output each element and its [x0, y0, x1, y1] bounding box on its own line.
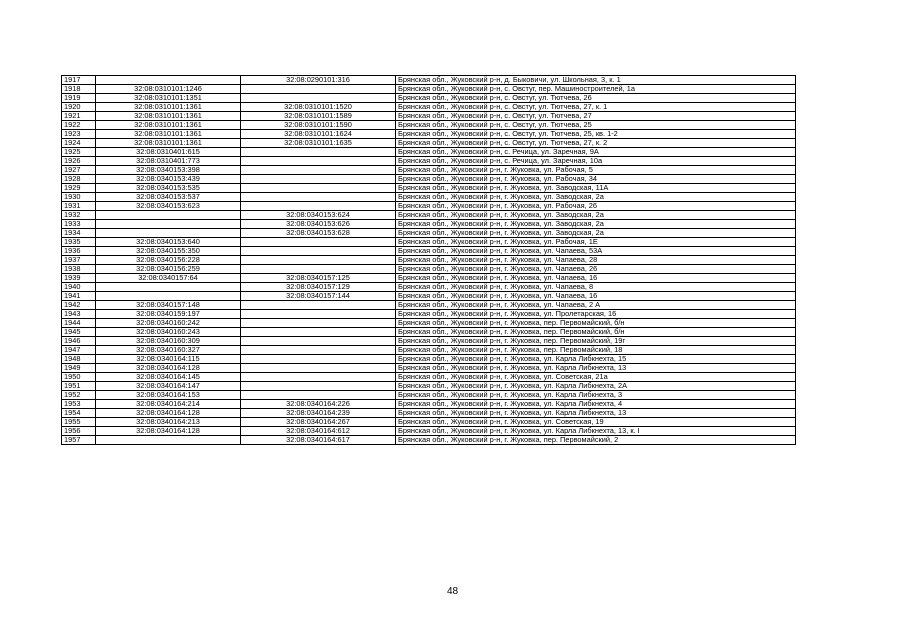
building-cadastral-number-cell: 32:08:0340157:129 [241, 283, 396, 292]
building-cadastral-number-cell [241, 175, 396, 184]
row-number-cell: 1920 [62, 103, 96, 112]
building-cadastral-number-cell [241, 355, 396, 364]
cadastral-number-cell [96, 436, 241, 445]
row-number-cell: 1937 [62, 256, 96, 265]
table-row [62, 193, 796, 202]
address-cell: Брянская обл., Жуковский р-н, г. Жуковка, ул. Заводская, 2а [396, 229, 796, 238]
address-cell: Брянская обл., Жуковский р-н, г. Жуковка, ул. Заводская, 2а [396, 211, 796, 220]
building-cadastral-number-cell: 32:08:0340164:267 [241, 418, 396, 427]
address-cell: Брянская обл., Жуковский р-н, г. Жуковка, ул. Чапаева, 28 [396, 256, 796, 265]
building-cadastral-number-cell [241, 301, 396, 310]
cadastral-number-cell: 32:08:0340164:213 [96, 418, 241, 427]
table-row [62, 184, 796, 193]
table-row [62, 328, 796, 337]
cadastral-number-cell: 32:08:0340164:128 [96, 364, 241, 373]
address-cell: Брянская обл., Жуковский р-н, с. Овстуг, ул. Тютчева, 25 [396, 121, 796, 130]
row-number-cell: 1940 [62, 283, 96, 292]
row-number-cell: 1950 [62, 373, 96, 382]
building-cadastral-number-cell [241, 337, 396, 346]
building-cadastral-number-cell: 32:08:0340153:624 [241, 211, 396, 220]
building-cadastral-number-cell [241, 256, 396, 265]
address-cell: Брянская обл., Жуковский р-н, с. Речица, ул. Заречная, 9А [396, 148, 796, 157]
table-row [62, 256, 796, 265]
row-number-cell: 1931 [62, 202, 96, 211]
row-number-cell: 1936 [62, 247, 96, 256]
cadastral-number-cell: 32:08:0340153:439 [96, 175, 241, 184]
address-cell: Брянская обл., Жуковский р-н, г. Жуковка, ул. Карла Либкнехта, 13 [396, 364, 796, 373]
address-cell: Брянская обл., Жуковский р-н, г. Жуковка, ул. Карла Либкнехта, 15 [396, 355, 796, 364]
cadastral-number-cell: 32:08:0340160:309 [96, 337, 241, 346]
row-number-cell: 1955 [62, 418, 96, 427]
address-cell: Брянская обл., Жуковский р-н, г. Жуковка, пер. Первомайский, 19г [396, 337, 796, 346]
table-row [62, 166, 796, 175]
cadastral-number-cell [96, 211, 241, 220]
address-cell: Брянская обл., Жуковский р-н, г. Жуковка, пер. Первомайский, б/н [396, 319, 796, 328]
cadastral-number-cell: 32:08:0340153:535 [96, 184, 241, 193]
row-number-cell: 1921 [62, 112, 96, 121]
row-number-cell: 1919 [62, 94, 96, 103]
cadastral-number-cell [96, 283, 241, 292]
cadastral-number-cell: 32:08:0340157:148 [96, 301, 241, 310]
row-number-cell: 1953 [62, 400, 96, 409]
building-cadastral-number-cell: 32:08:0340164:239 [241, 409, 396, 418]
building-cadastral-number-cell: 32:08:0310101:1589 [241, 112, 396, 121]
building-cadastral-number-cell [241, 328, 396, 337]
row-number-cell: 1956 [62, 427, 96, 436]
table-row [62, 130, 796, 139]
cadastral-number-cell: 32:08:0340159:197 [96, 310, 241, 319]
building-cadastral-number-cell: 32:08:0340164:617 [241, 436, 396, 445]
table-row [62, 382, 796, 391]
cadastral-number-cell: 32:08:0310401:773 [96, 157, 241, 166]
cadastral-number-cell [96, 220, 241, 229]
cadastral-number-cell: 32:08:0310101:1361 [96, 121, 241, 130]
row-number-cell: 1949 [62, 364, 96, 373]
building-cadastral-number-cell [241, 382, 396, 391]
table-row [62, 94, 796, 103]
address-cell: Брянская обл., Жуковский р-н, с. Речица, ул. Заречная, 10а [396, 157, 796, 166]
row-number-cell: 1954 [62, 409, 96, 418]
row-number-cell: 1925 [62, 148, 96, 157]
cadastral-number-cell: 32:08:0340164:153 [96, 391, 241, 400]
row-number-cell: 1929 [62, 184, 96, 193]
building-cadastral-number-cell [241, 238, 396, 247]
cadastral-number-cell: 32:08:0340164:145 [96, 373, 241, 382]
row-number-cell: 1928 [62, 175, 96, 184]
cadastral-number-cell: 32:08:0340153:623 [96, 202, 241, 211]
table-row [62, 76, 796, 85]
address-cell: Брянская обл., Жуковский р-н, г. Жуковка, ул. Рабочая, 1Е [396, 238, 796, 247]
cadastral-number-cell: 32:08:0340153:537 [96, 193, 241, 202]
row-number-cell: 1941 [62, 292, 96, 301]
building-cadastral-number-cell [241, 319, 396, 328]
address-cell: Брянская обл., Жуковский р-н, г. Жуковка, пер. Первомайский, 2 [396, 436, 796, 445]
cadastral-number-cell: 32:08:0340160:243 [96, 328, 241, 337]
address-cell: Брянская обл., Жуковский р-н, г. Жуковка, ул. Карла Либкнехта, 3 [396, 391, 796, 400]
address-cell: Брянская обл., Жуковский р-н, г. Жуковка, ул. Рабочая, 34 [396, 175, 796, 184]
table-row [62, 112, 796, 121]
address-cell: Брянская обл., Жуковский р-н, с. Овстуг, ул. Тютчева, 27, к. 2 [396, 139, 796, 148]
building-cadastral-number-cell [241, 94, 396, 103]
row-number-cell: 1923 [62, 130, 96, 139]
address-cell: Брянская обл., Жуковский р-н, г. Жуковка, ул. Карла Либкнехта, 13 [396, 409, 796, 418]
address-cell: Брянская обл., Жуковский р-н, д. Быковичи, ул. Школьная, 3, к. 1 [396, 76, 796, 85]
address-cell: Брянская обл., Жуковский р-н, г. Жуковка, ул. Заводская, 2а [396, 220, 796, 229]
row-number-cell: 1957 [62, 436, 96, 445]
address-cell: Брянская обл., Жуковский р-н, г. Жуковка, ул. Советская, 21а [396, 373, 796, 382]
cadastral-number-cell: 32:08:0340164:115 [96, 355, 241, 364]
building-cadastral-number-cell: 32:08:0340153:628 [241, 229, 396, 238]
address-cell: Брянская обл., Жуковский р-н, г. Жуковка, ул. Чапаева, 16 [396, 274, 796, 283]
address-cell: Брянская обл., Жуковский р-н, г. Жуковка, ул. Чапаева, 26 [396, 265, 796, 274]
row-number-cell: 1930 [62, 193, 96, 202]
building-cadastral-number-cell [241, 148, 396, 157]
row-number-cell: 1938 [62, 265, 96, 274]
address-cell: Брянская обл., Жуковский р-н, с. Овстуг, ул. Тютчева, 27, к. 1 [396, 103, 796, 112]
cadastral-number-cell: 32:08:0340164:214 [96, 400, 241, 409]
table-row [62, 373, 796, 382]
building-cadastral-number-cell: 32:08:0310101:1590 [241, 121, 396, 130]
address-cell: Брянская обл., Жуковский р-н, с. Овстуг, пер. Машиностроителей, 1а [396, 85, 796, 94]
cadastral-number-cell: 32:08:0340160:327 [96, 346, 241, 355]
address-cell: Брянская обл., Жуковский р-н, г. Жуковка, ул. Карла Либкнехта, 13, к. I [396, 427, 796, 436]
table-row [62, 427, 796, 436]
table-row [62, 121, 796, 130]
address-cell: Брянская обл., Жуковский р-н, г. Жуковка, ул. Заводская, 11А [396, 184, 796, 193]
table-row [62, 85, 796, 94]
address-cell: Брянская обл., Жуковский р-н, с. Овстуг, ул. Тютчева, 27 [396, 112, 796, 121]
row-number-cell: 1945 [62, 328, 96, 337]
cadastral-number-cell: 32:08:0310101:1361 [96, 130, 241, 139]
table-row [62, 364, 796, 373]
cadastral-number-cell [96, 229, 241, 238]
building-cadastral-number-cell [241, 157, 396, 166]
row-number-cell: 1924 [62, 139, 96, 148]
cadastral-number-cell: 32:08:0310101:1361 [96, 112, 241, 121]
table-row [62, 103, 796, 112]
cadastral-number-cell: 32:08:0310101:1361 [96, 103, 241, 112]
table-row [62, 247, 796, 256]
row-number-cell: 1948 [62, 355, 96, 364]
row-number-cell: 1942 [62, 301, 96, 310]
building-cadastral-number-cell: 32:08:0310101:1520 [241, 103, 396, 112]
address-cell: Брянская обл., Жуковский р-н, г. Жуковка, ул. Чапаева, 8 [396, 283, 796, 292]
building-cadastral-number-cell [241, 310, 396, 319]
table-row [62, 229, 796, 238]
row-number-cell: 1932 [62, 211, 96, 220]
building-cadastral-number-cell [241, 265, 396, 274]
table-row [62, 292, 796, 301]
table-row [62, 274, 796, 283]
table-row [62, 310, 796, 319]
row-number-cell: 1926 [62, 157, 96, 166]
cadastral-number-cell: 32:08:0340160:242 [96, 319, 241, 328]
table-row [62, 148, 796, 157]
row-number-cell: 1944 [62, 319, 96, 328]
cadastral-number-cell: 32:08:0310101:1246 [96, 85, 241, 94]
building-cadastral-number-cell [241, 166, 396, 175]
cadastral-number-cell: 32:08:0340153:398 [96, 166, 241, 175]
address-cell: Брянская обл., Жуковский р-н, г. Жуковка, ул. Советская, 19 [396, 418, 796, 427]
page-number: 48 [446, 586, 459, 597]
address-cell: Брянская обл., Жуковский р-н, г. Жуковка, ул. Заводская, 2а [396, 193, 796, 202]
building-cadastral-number-cell [241, 202, 396, 211]
building-cadastral-number-cell: 32:08:0340157:125 [241, 274, 396, 283]
cadastral-number-cell: 32:08:0340164:128 [96, 409, 241, 418]
cadastral-number-cell: 32:08:0340156:259 [96, 265, 241, 274]
row-number-cell: 1933 [62, 220, 96, 229]
building-cadastral-number-cell: 32:08:0340164:612 [241, 427, 396, 436]
building-cadastral-number-cell [241, 184, 396, 193]
cadastral-number-cell [96, 292, 241, 301]
address-cell: Брянская обл., Жуковский р-н, г. Жуковка, ул. Пролетарская, 16 [396, 310, 796, 319]
table-row [62, 346, 796, 355]
building-cadastral-number-cell [241, 247, 396, 256]
address-cell: Брянская обл., Жуковский р-н, г. Жуковка, ул. Рабочая, 5 [396, 166, 796, 175]
building-cadastral-number-cell: 32:08:0340164:226 [241, 400, 396, 409]
cadastral-number-cell: 32:08:0340156:228 [96, 256, 241, 265]
table-row [62, 283, 796, 292]
building-cadastral-number-cell [241, 193, 396, 202]
cadastral-number-cell: 32:08:0310401:615 [96, 148, 241, 157]
address-cell: Брянская обл., Жуковский р-н, с. Овстуг, ул. Тютчева, 25, кв. 1-2 [396, 130, 796, 139]
cadastral-number-cell: 32:08:0340164:147 [96, 382, 241, 391]
building-cadastral-number-cell: 32:08:0340153:626 [241, 220, 396, 229]
row-number-cell: 1952 [62, 391, 96, 400]
cadastral-number-cell: 32:08:0340157:64 [96, 274, 241, 283]
building-cadastral-number-cell: 32:08:0340157:144 [241, 292, 396, 301]
row-number-cell: 1918 [62, 85, 96, 94]
row-number-cell: 1934 [62, 229, 96, 238]
table-row [62, 436, 796, 445]
address-cell: Брянская обл., Жуковский р-н, г. Жуковка, пер. Первомайский, 18 [396, 346, 796, 355]
registry-table [61, 75, 796, 445]
table-row [62, 409, 796, 418]
row-number-cell: 1939 [62, 274, 96, 283]
table-row [62, 265, 796, 274]
building-cadastral-number-cell: 32:08:0310101:1635 [241, 139, 396, 148]
table-row [62, 238, 796, 247]
table-row [62, 211, 796, 220]
table-row [62, 301, 796, 310]
building-cadastral-number-cell [241, 85, 396, 94]
table-row [62, 220, 796, 229]
table-row [62, 337, 796, 346]
table-row [62, 355, 796, 364]
building-cadastral-number-cell [241, 373, 396, 382]
table-row [62, 400, 796, 409]
cadastral-number-cell: 32:08:0340153:640 [96, 238, 241, 247]
cadastral-number-cell: 32:08:0310101:1361 [96, 139, 241, 148]
table-row [62, 319, 796, 328]
building-cadastral-number-cell: 32:08:0310101:1624 [241, 130, 396, 139]
address-cell: Брянская обл., Жуковский р-н, г. Жуковка, ул. Карла Либкнехта, 4 [396, 400, 796, 409]
row-number-cell: 1951 [62, 382, 96, 391]
table-row [62, 418, 796, 427]
row-number-cell: 1946 [62, 337, 96, 346]
row-number-cell: 1943 [62, 310, 96, 319]
table-row [62, 139, 796, 148]
table-row [62, 157, 796, 166]
address-cell: Брянская обл., Жуковский р-н, г. Жуковка, ул. Чапаева, 53А [396, 247, 796, 256]
row-number-cell: 1922 [62, 121, 96, 130]
building-cadastral-number-cell: 32:08:0290101:316 [241, 76, 396, 85]
address-cell: Брянская обл., Жуковский р-н, г. Жуковка, ул. Чапаева, 2 А [396, 301, 796, 310]
row-number-cell: 1947 [62, 346, 96, 355]
address-cell: Брянская обл., Жуковский р-н, г. Жуковка, ул. Чапаева, 16 [396, 292, 796, 301]
row-number-cell: 1935 [62, 238, 96, 247]
row-number-cell: 1927 [62, 166, 96, 175]
address-cell: Брянская обл., Жуковский р-н, г. Жуковка, ул. Рабочая, 26 [396, 202, 796, 211]
cadastral-number-cell: 32:08:0340155:350 [96, 247, 241, 256]
address-cell: Брянская обл., Жуковский р-н, г. Жуковка, ул. Карла Либкнехта, 2А [396, 382, 796, 391]
building-cadastral-number-cell [241, 364, 396, 373]
registry-table-body [62, 76, 796, 445]
cadastral-number-cell: 32:08:0340164:128 [96, 427, 241, 436]
row-number-cell: 1917 [62, 76, 96, 85]
building-cadastral-number-cell [241, 391, 396, 400]
table-row [62, 391, 796, 400]
address-cell: Брянская обл., Жуковский р-н, г. Жуковка, пер. Первомайский, б/н [396, 328, 796, 337]
table-row [62, 202, 796, 211]
table-row [62, 175, 796, 184]
cadastral-number-cell [96, 76, 241, 85]
cadastral-number-cell: 32:08:0310101:1351 [96, 94, 241, 103]
building-cadastral-number-cell [241, 346, 396, 355]
address-cell: Брянская обл., Жуковский р-н, с. Овстуг, ул. Тютчева, 26 [396, 94, 796, 103]
